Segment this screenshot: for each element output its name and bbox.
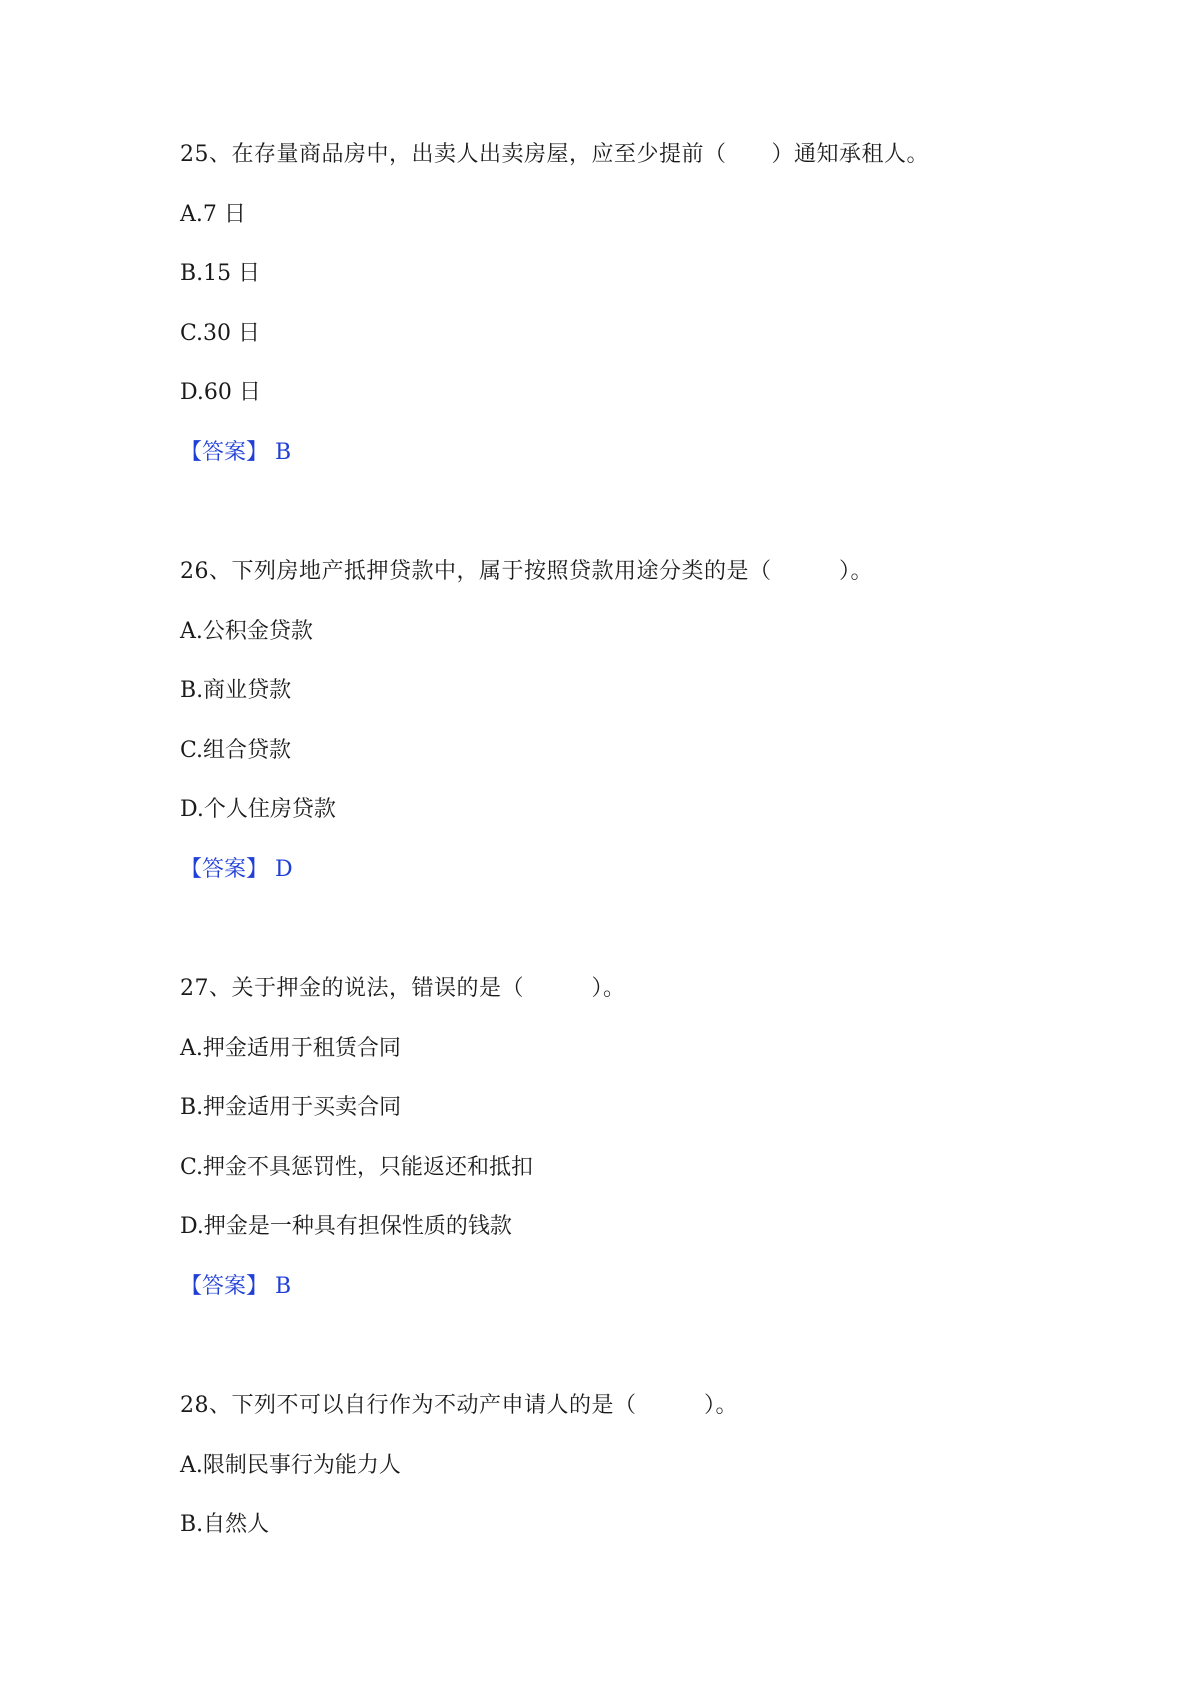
option-d: D.押金是一种具有担保性质的钱款: [180, 1214, 512, 1239]
option-a: A.公积金贷款: [180, 618, 313, 644]
question-28: [180, 1394, 1080, 1573]
option-d: D.60 日: [180, 380, 261, 405]
option-a: A.7 日: [180, 201, 246, 227]
option-c: C.组合贷款: [180, 737, 292, 763]
option-a: A.限制民事行为能力人: [180, 1452, 401, 1478]
question-stem: 28、下列不可以自行作为不动产申请人的是（ ）。: [180, 1393, 738, 1418]
question-26: [180, 560, 1080, 917]
option-a: A.押金适用于租赁合同: [180, 1035, 401, 1061]
question-stem: 27、关于押金的说法，错误的是（ ）。: [180, 976, 626, 1001]
question-25: [180, 143, 1080, 500]
question-stem: 25、在存量商品房中，出卖人出卖房屋，应至少提前（ ）通知承租人。: [180, 142, 929, 167]
question-27: [180, 977, 1080, 1334]
option-b: B.押金适用于买卖合同: [180, 1095, 402, 1120]
option-c: C.押金不具惩罚性，只能返还和抵扣: [180, 1154, 534, 1180]
answer-line: 【答案】 B: [180, 1273, 292, 1299]
answer-line: 【答案】 D: [180, 856, 293, 882]
answer-line: 【答案】 B: [180, 439, 292, 465]
option-b: B.15 日: [180, 261, 261, 286]
option-d: D.个人住房贷款: [180, 797, 336, 822]
option-b: B.自然人: [180, 1512, 270, 1537]
question-stem: 26、下列房地产抵押贷款中，属于按照贷款用途分类的是（ ）。: [180, 559, 873, 584]
option-b: B.商业贷款: [180, 678, 292, 703]
option-c: C.30 日: [180, 320, 261, 346]
